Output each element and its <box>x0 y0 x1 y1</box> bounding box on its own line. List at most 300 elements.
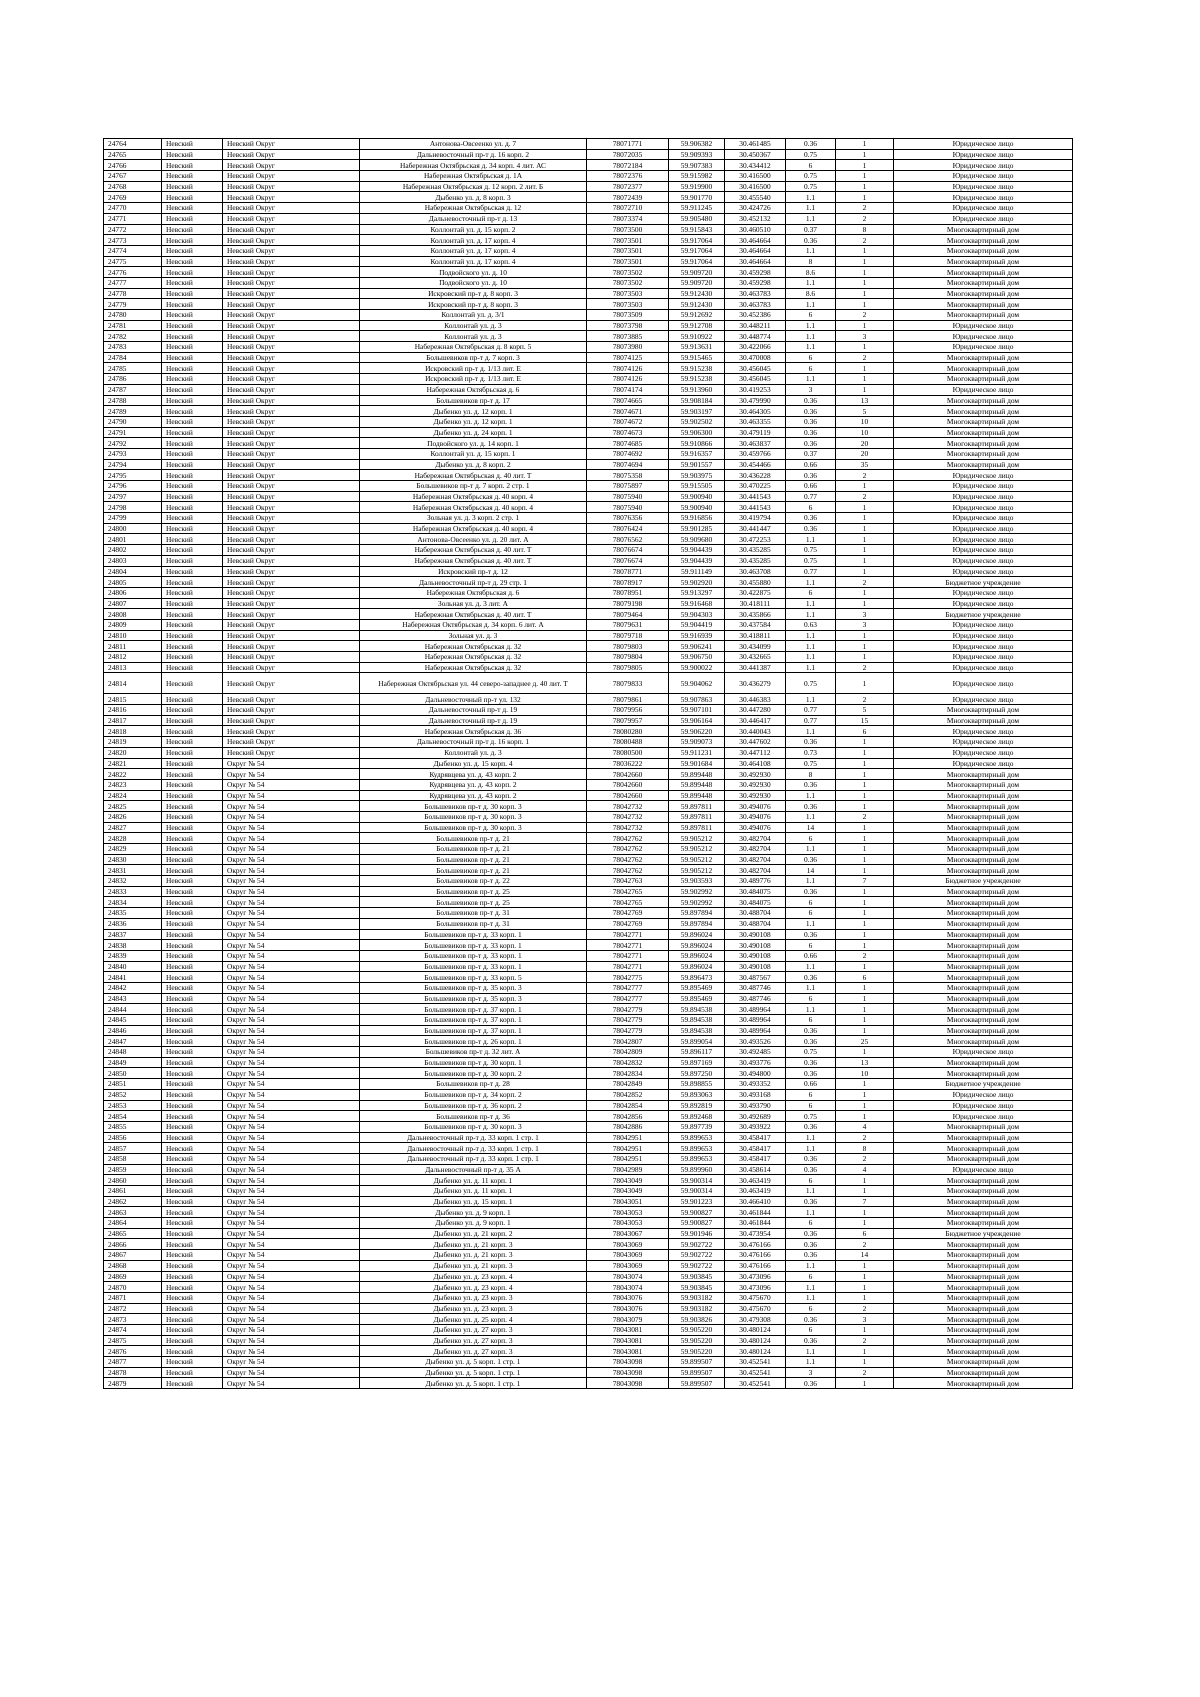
object-code-cell: 78043098 <box>587 1367 669 1378</box>
latitude-cell: 59.904303 <box>669 609 725 620</box>
municipal-okrug-cell: Невский Округ <box>223 641 360 652</box>
municipal-okrug-cell: Округ № 54 <box>223 982 360 993</box>
owner-type-cell: Многоквартирный дом <box>894 395 1073 406</box>
latitude-cell: 59.899054 <box>669 1036 725 1047</box>
table-row <box>104 523 1073 534</box>
owner-type-cell: Юридическое лицо <box>894 149 1073 160</box>
volume-cell: 0.36 <box>786 886 836 897</box>
object-code-cell: 78080488 <box>587 737 669 748</box>
row-number-cell: 24773 <box>104 235 162 246</box>
volume-cell: 6 <box>786 1089 836 1100</box>
district-cell: Невский <box>162 1324 223 1335</box>
quantity-cell: 1 <box>836 961 894 972</box>
owner-type-cell: Многоквартирный дом <box>894 908 1073 919</box>
address-cell: Дыбенко ул. д. 23 корп. 3 <box>360 1292 587 1303</box>
address-cell: Большевиков пр-т д. 30 корп. 3 <box>360 822 587 833</box>
address-cell: Дальневосточный пр-т д. 16 корп. 2 <box>360 149 587 160</box>
owner-type-cell: Многоквартирный дом <box>894 459 1073 470</box>
latitude-cell: 59.906164 <box>669 715 725 726</box>
object-code-cell: 78042989 <box>587 1164 669 1175</box>
longitude-cell: 30.454466 <box>725 459 786 470</box>
quantity-cell: 3 <box>836 619 894 630</box>
row-number-cell: 24771 <box>104 213 162 224</box>
longitude-cell: 30.492930 <box>725 769 786 780</box>
table-row <box>104 854 1073 865</box>
address-cell: Дальневосточный пр-т д. 16 корп. 1 <box>360 737 587 748</box>
owner-type-cell: Юридическое лицо <box>894 598 1073 609</box>
object-code-cell: 78036222 <box>587 758 669 769</box>
object-code-cell: 78042765 <box>587 897 669 908</box>
quantity-cell: 2 <box>836 235 894 246</box>
address-cell: Дыбенко ул. д. 27 корп. 3 <box>360 1346 587 1357</box>
address-cell: Большевиков пр-т д. 33 корп. 1 <box>360 961 587 972</box>
owner-type-cell: Многоквартирный дом <box>894 1025 1073 1036</box>
row-number-cell: 24852 <box>104 1089 162 1100</box>
table-row <box>104 1292 1073 1303</box>
object-code-cell: 78079861 <box>587 694 669 705</box>
row-number-cell: 24848 <box>104 1047 162 1058</box>
address-cell: Дальневосточный пр-т д. 29 стр. 1 <box>360 577 587 588</box>
district-cell: Невский <box>162 502 223 513</box>
district-cell: Невский <box>162 160 223 171</box>
district-cell: Невский <box>162 1057 223 1068</box>
municipal-okrug-cell: Невский Округ <box>223 747 360 758</box>
object-code-cell: 78072376 <box>587 171 669 182</box>
table-row <box>104 1175 1073 1186</box>
owner-type-cell: Юридическое лицо <box>894 470 1073 481</box>
table-row <box>104 534 1073 545</box>
quantity-cell: 4 <box>836 1121 894 1132</box>
table-row <box>104 844 1073 855</box>
row-number-cell: 24788 <box>104 395 162 406</box>
address-cell: Набережная Октябрьская д. 40 корп. 4 <box>360 502 587 513</box>
object-code-cell: 78042771 <box>587 929 669 940</box>
address-cell: Дальневосточный пр-т д. 35 А <box>360 1164 587 1175</box>
longitude-cell: 30.458417 <box>725 1143 786 1154</box>
quantity-cell: 1 <box>836 545 894 556</box>
table-row <box>104 1207 1073 1218</box>
object-code-cell: 78074126 <box>587 374 669 385</box>
table-row <box>104 502 1073 513</box>
row-number-cell: 24772 <box>104 224 162 235</box>
volume-cell: 6 <box>786 1175 836 1186</box>
object-code-cell: 78042809 <box>587 1047 669 1058</box>
municipal-okrug-cell: Округ № 54 <box>223 1239 360 1250</box>
volume-cell: 14 <box>786 822 836 833</box>
object-code-cell: 78043067 <box>587 1228 669 1239</box>
quantity-cell: 1 <box>836 982 894 993</box>
table-row <box>104 320 1073 331</box>
longitude-cell: 30.463783 <box>725 299 786 310</box>
latitude-cell: 59.896117 <box>669 1047 725 1058</box>
address-cell: Коллонтай ул. д. 15 корп. 2 <box>360 224 587 235</box>
table-row <box>104 1004 1073 1015</box>
address-cell: Большевиков пр-т д. 33 корп. 1 <box>360 940 587 951</box>
address-cell: Большевиков пр-т д. 34 корп. 2 <box>360 1089 587 1100</box>
table-row <box>104 235 1073 246</box>
object-code-cell: 78074694 <box>587 459 669 470</box>
district-cell: Невский <box>162 448 223 459</box>
object-code-cell: 78042762 <box>587 854 669 865</box>
volume-cell: 0.36 <box>786 1121 836 1132</box>
latitude-cell: 59.903845 <box>669 1271 725 1282</box>
quantity-cell: 1 <box>836 822 894 833</box>
owner-type-cell: Многоквартирный дом <box>894 844 1073 855</box>
quantity-cell: 2 <box>836 1303 894 1314</box>
address-cell: Дыбенко ул. д. 23 корп. 3 <box>360 1303 587 1314</box>
latitude-cell: 59.905220 <box>669 1324 725 1335</box>
municipal-okrug-cell: Невский Округ <box>223 395 360 406</box>
owner-type-cell: Многоквартирный дом <box>894 854 1073 865</box>
owner-type-cell: Многоквартирный дом <box>894 416 1073 427</box>
longitude-cell: 30.488704 <box>725 918 786 929</box>
latitude-cell: 59.911231 <box>669 747 725 758</box>
quantity-cell: 1 <box>836 1271 894 1282</box>
volume-cell: 1.1 <box>786 641 836 652</box>
municipal-okrug-cell: Невский Округ <box>223 203 360 214</box>
quantity-cell: 2 <box>836 1335 894 1346</box>
municipal-okrug-cell: Невский Округ <box>223 630 360 641</box>
district-cell: Невский <box>162 310 223 321</box>
municipal-okrug-cell: Невский Округ <box>223 470 360 481</box>
volume-cell: 1.1 <box>786 1282 836 1293</box>
address-cell: Антонова-Овсеенко ул. д. 7 <box>360 139 587 150</box>
address-cell: Кудрявцева ул. д. 43 корп. 2 <box>360 779 587 790</box>
owner-type-cell: Многоквартирный дом <box>894 1324 1073 1335</box>
volume-cell: 1.1 <box>786 1186 836 1197</box>
row-number-cell: 24866 <box>104 1239 162 1250</box>
municipal-okrug-cell: Округ № 54 <box>223 1079 360 1090</box>
volume-cell: 0.36 <box>786 1314 836 1325</box>
owner-type-cell: Юридическое лицо <box>894 342 1073 353</box>
latitude-cell: 59.899960 <box>669 1164 725 1175</box>
table-row <box>104 1324 1073 1335</box>
quantity-cell: 1 <box>836 1260 894 1271</box>
latitude-cell: 59.909073 <box>669 737 725 748</box>
municipal-okrug-cell: Округ № 54 <box>223 1143 360 1154</box>
row-number-cell: 24786 <box>104 374 162 385</box>
owner-type-cell: Многоквартирный дом <box>894 277 1073 288</box>
quantity-cell: 1 <box>836 769 894 780</box>
object-code-cell: 78076562 <box>587 534 669 545</box>
municipal-okrug-cell: Невский Округ <box>223 352 360 363</box>
municipal-okrug-cell: Округ № 54 <box>223 1218 360 1229</box>
owner-type-cell: Юридическое лицо <box>894 534 1073 545</box>
latitude-cell: 59.896024 <box>669 961 725 972</box>
volume-cell: 1.1 <box>786 598 836 609</box>
address-cell: Большевиков пр-т д. 31 <box>360 918 587 929</box>
district-cell: Невский <box>162 630 223 641</box>
row-number-cell: 24838 <box>104 940 162 951</box>
object-code-cell: 78079957 <box>587 715 669 726</box>
longitude-cell: 30.447602 <box>725 737 786 748</box>
quantity-cell: 1 <box>836 363 894 374</box>
owner-type-cell: Многоквартирный дом <box>894 1357 1073 1368</box>
latitude-cell: 59.901223 <box>669 1196 725 1207</box>
municipal-okrug-cell: Округ № 54 <box>223 908 360 919</box>
object-code-cell: 78043069 <box>587 1239 669 1250</box>
longitude-cell: 30.489964 <box>725 1004 786 1015</box>
table-row <box>104 865 1073 876</box>
object-code-cell: 78043081 <box>587 1335 669 1346</box>
volume-cell: 1.1 <box>786 1346 836 1357</box>
address-cell: Искровский пр-т д. 8 корп. 3 <box>360 288 587 299</box>
object-code-cell: 78042660 <box>587 779 669 790</box>
address-cell: Искровский пр-т д. 12 <box>360 566 587 577</box>
owner-type-cell: Юридическое лицо <box>894 758 1073 769</box>
district-cell: Невский <box>162 491 223 502</box>
district-cell: Невский <box>162 811 223 822</box>
municipal-okrug-cell: Невский Округ <box>223 320 360 331</box>
table-row <box>104 181 1073 192</box>
district-cell: Невский <box>162 1250 223 1261</box>
municipal-okrug-cell: Округ № 54 <box>223 993 360 1004</box>
row-number-cell: 24815 <box>104 694 162 705</box>
object-code-cell: 78076674 <box>587 545 669 556</box>
owner-type-cell: Многоквартирный дом <box>894 1057 1073 1068</box>
table-row <box>104 972 1073 983</box>
object-code-cell: 78043098 <box>587 1378 669 1389</box>
row-number-cell: 24840 <box>104 961 162 972</box>
municipal-okrug-cell: Округ № 54 <box>223 833 360 844</box>
table-row <box>104 1036 1073 1047</box>
object-code-cell: 78079956 <box>587 705 669 716</box>
table-row <box>104 1132 1073 1143</box>
district-cell: Невский <box>162 1378 223 1389</box>
latitude-cell: 59.903975 <box>669 470 725 481</box>
quantity-cell: 1 <box>836 865 894 876</box>
quantity-cell: 1 <box>836 673 894 694</box>
longitude-cell: 30.418111 <box>725 598 786 609</box>
volume-cell: 1.1 <box>786 320 836 331</box>
municipal-okrug-cell: Невский Округ <box>223 545 360 556</box>
object-code-cell: 78073980 <box>587 342 669 353</box>
table-row <box>104 277 1073 288</box>
address-cell: Дыбенко ул. д. 25 корп. 4 <box>360 1314 587 1325</box>
table-row <box>104 918 1073 929</box>
row-number-cell: 24857 <box>104 1143 162 1154</box>
row-number-cell: 24768 <box>104 181 162 192</box>
owner-type-cell: Многоквартирный дом <box>894 1153 1073 1164</box>
municipal-okrug-cell: Невский Округ <box>223 181 360 192</box>
object-code-cell: 78042779 <box>587 1025 669 1036</box>
row-number-cell: 24808 <box>104 609 162 620</box>
district-cell: Невский <box>162 950 223 961</box>
quantity-cell: 1 <box>836 908 894 919</box>
object-code-cell: 78073502 <box>587 277 669 288</box>
latitude-cell: 59.897894 <box>669 908 725 919</box>
district-cell: Невский <box>162 1175 223 1186</box>
longitude-cell: 30.459298 <box>725 267 786 278</box>
district-cell: Невский <box>162 790 223 801</box>
quantity-cell: 1 <box>836 502 894 513</box>
owner-type-cell: Юридическое лицо <box>894 181 1073 192</box>
quantity-cell: 1 <box>836 1100 894 1111</box>
row-number-cell: 24826 <box>104 811 162 822</box>
municipal-okrug-cell: Округ № 54 <box>223 1196 360 1207</box>
row-number-cell: 24814 <box>104 673 162 694</box>
district-cell: Невский <box>162 149 223 160</box>
longitude-cell: 30.476166 <box>725 1239 786 1250</box>
district-cell: Невский <box>162 1314 223 1325</box>
district-cell: Невский <box>162 1303 223 1314</box>
table-row <box>104 1357 1073 1368</box>
volume-cell: 0.66 <box>786 1079 836 1090</box>
longitude-cell: 30.416500 <box>725 171 786 182</box>
volume-cell: 0.36 <box>786 406 836 417</box>
row-number-cell: 24842 <box>104 982 162 993</box>
longitude-cell: 30.473954 <box>725 1228 786 1239</box>
longitude-cell: 30.489964 <box>725 1015 786 1026</box>
owner-type-cell: Многоквартирный дом <box>894 1335 1073 1346</box>
latitude-cell: 59.896473 <box>669 972 725 983</box>
row-number-cell: 24834 <box>104 897 162 908</box>
district-cell: Невский <box>162 245 223 256</box>
district-cell: Невский <box>162 1367 223 1378</box>
address-cell: Большевиков пр-т д. 21 <box>360 844 587 855</box>
municipal-okrug-cell: Невский Округ <box>223 705 360 716</box>
owner-type-cell: Юридическое лицо <box>894 662 1073 673</box>
quantity-cell: 1 <box>836 555 894 566</box>
address-cell: Коллонтай ул. д. 3 <box>360 747 587 758</box>
address-cell: Дыбенко ул. д. 5 корп. 1 стр. 1 <box>360 1367 587 1378</box>
volume-cell: 1.1 <box>786 534 836 545</box>
longitude-cell: 30.452132 <box>725 213 786 224</box>
address-cell: Большевиков пр-т д. 30 корп. 3 <box>360 1121 587 1132</box>
volume-cell: 0.75 <box>786 673 836 694</box>
latitude-cell: 59.899448 <box>669 769 725 780</box>
district-cell: Невский <box>162 1036 223 1047</box>
row-number-cell: 24820 <box>104 747 162 758</box>
address-cell: Дальневосточный пр-т д. 19 <box>360 705 587 716</box>
owner-type-cell: Многоквартирный дом <box>894 438 1073 449</box>
municipal-okrug-cell: Невский Округ <box>223 288 360 299</box>
latitude-cell: 59.907101 <box>669 705 725 716</box>
volume-cell: 0.36 <box>786 427 836 438</box>
municipal-okrug-cell: Округ № 54 <box>223 790 360 801</box>
volume-cell: 8.6 <box>786 288 836 299</box>
longitude-cell: 30.441387 <box>725 662 786 673</box>
quantity-cell: 2 <box>836 1239 894 1250</box>
longitude-cell: 30.493790 <box>725 1100 786 1111</box>
table-row <box>104 299 1073 310</box>
address-cell: Дыбенко ул. д. 21 корп. 2 <box>360 1228 587 1239</box>
row-number-cell: 24777 <box>104 277 162 288</box>
latitude-cell: 59.912708 <box>669 320 725 331</box>
owner-type-cell: Многоквартирный дом <box>894 406 1073 417</box>
owner-type-cell: Юридическое лицо <box>894 587 1073 598</box>
table-row <box>104 352 1073 363</box>
district-cell: Невский <box>162 1047 223 1058</box>
volume-cell: 0.36 <box>786 1153 836 1164</box>
district-cell: Невский <box>162 192 223 203</box>
district-cell: Невский <box>162 288 223 299</box>
latitude-cell: 59.905212 <box>669 865 725 876</box>
latitude-cell: 59.904439 <box>669 545 725 556</box>
district-cell: Невский <box>162 513 223 524</box>
volume-cell: 1.1 <box>786 342 836 353</box>
quantity-cell: 1 <box>836 1025 894 1036</box>
longitude-cell: 30.493352 <box>725 1079 786 1090</box>
quantity-cell: 1 <box>836 747 894 758</box>
row-number-cell: 24790 <box>104 416 162 427</box>
quantity-cell: 14 <box>836 1250 894 1261</box>
district-cell: Невский <box>162 406 223 417</box>
address-cell: Набережная Октябрьская д. 34 корп. 4 лит. АС <box>360 160 587 171</box>
table-row <box>104 876 1073 887</box>
district-cell: Невский <box>162 908 223 919</box>
volume-cell: 0.36 <box>786 1068 836 1079</box>
longitude-cell: 30.464108 <box>725 758 786 769</box>
row-number-cell: 24835 <box>104 908 162 919</box>
municipal-okrug-cell: Округ № 54 <box>223 918 360 929</box>
owner-type-cell: Юридическое лицо <box>894 384 1073 395</box>
district-cell: Невский <box>162 737 223 748</box>
latitude-cell: 59.919900 <box>669 181 725 192</box>
quantity-cell: 2 <box>836 694 894 705</box>
object-code-cell: 78042777 <box>587 993 669 1004</box>
volume-cell: 0.36 <box>786 854 836 865</box>
object-code-cell: 78042765 <box>587 886 669 897</box>
municipal-okrug-cell: Невский Округ <box>223 726 360 737</box>
table-row <box>104 1079 1073 1090</box>
longitude-cell: 30.441543 <box>725 491 786 502</box>
object-code-cell: 78042771 <box>587 961 669 972</box>
quantity-cell: 1 <box>836 523 894 534</box>
longitude-cell: 30.475670 <box>725 1292 786 1303</box>
table-row <box>104 715 1073 726</box>
row-number-cell: 24859 <box>104 1164 162 1175</box>
owner-type-cell: Юридическое лицо <box>894 160 1073 171</box>
address-cell: Искровский пр-т д. 8 корп. 3 <box>360 299 587 310</box>
volume-cell: 1.1 <box>786 203 836 214</box>
district-cell: Невский <box>162 972 223 983</box>
table-row <box>104 1218 1073 1229</box>
latitude-cell: 59.916357 <box>669 448 725 459</box>
owner-type-cell: Юридическое лицо <box>894 523 1073 534</box>
volume-cell: 1.1 <box>786 1260 836 1271</box>
owner-type-cell: Многоквартирный дом <box>894 1121 1073 1132</box>
table-row <box>104 694 1073 705</box>
volume-cell: 14 <box>786 865 836 876</box>
quantity-cell: 1 <box>836 1089 894 1100</box>
volume-cell: 0.77 <box>786 566 836 577</box>
district-cell: Невский <box>162 1164 223 1175</box>
district-cell: Невский <box>162 1015 223 1026</box>
object-code-cell: 78042762 <box>587 865 669 876</box>
district-cell: Невский <box>162 545 223 556</box>
address-cell: Дыбенко ул. д. 9 корп. 1 <box>360 1218 587 1229</box>
district-cell: Невский <box>162 940 223 951</box>
longitude-cell: 30.476166 <box>725 1260 786 1271</box>
volume-cell: 0.36 <box>786 235 836 246</box>
object-code-cell: 78075940 <box>587 502 669 513</box>
row-number-cell: 24793 <box>104 448 162 459</box>
row-number-cell: 24868 <box>104 1260 162 1271</box>
longitude-cell: 30.461844 <box>725 1207 786 1218</box>
object-code-cell: 78043049 <box>587 1175 669 1186</box>
row-number-cell: 24873 <box>104 1314 162 1325</box>
table-row <box>104 811 1073 822</box>
municipal-okrug-cell: Округ № 54 <box>223 769 360 780</box>
table-row <box>104 705 1073 716</box>
object-code-cell: 78042769 <box>587 918 669 929</box>
table-body <box>104 139 1073 1389</box>
row-number-cell: 24795 <box>104 470 162 481</box>
latitude-cell: 59.905220 <box>669 1346 725 1357</box>
object-code-cell: 78074126 <box>587 363 669 374</box>
object-code-cell: 78043069 <box>587 1250 669 1261</box>
